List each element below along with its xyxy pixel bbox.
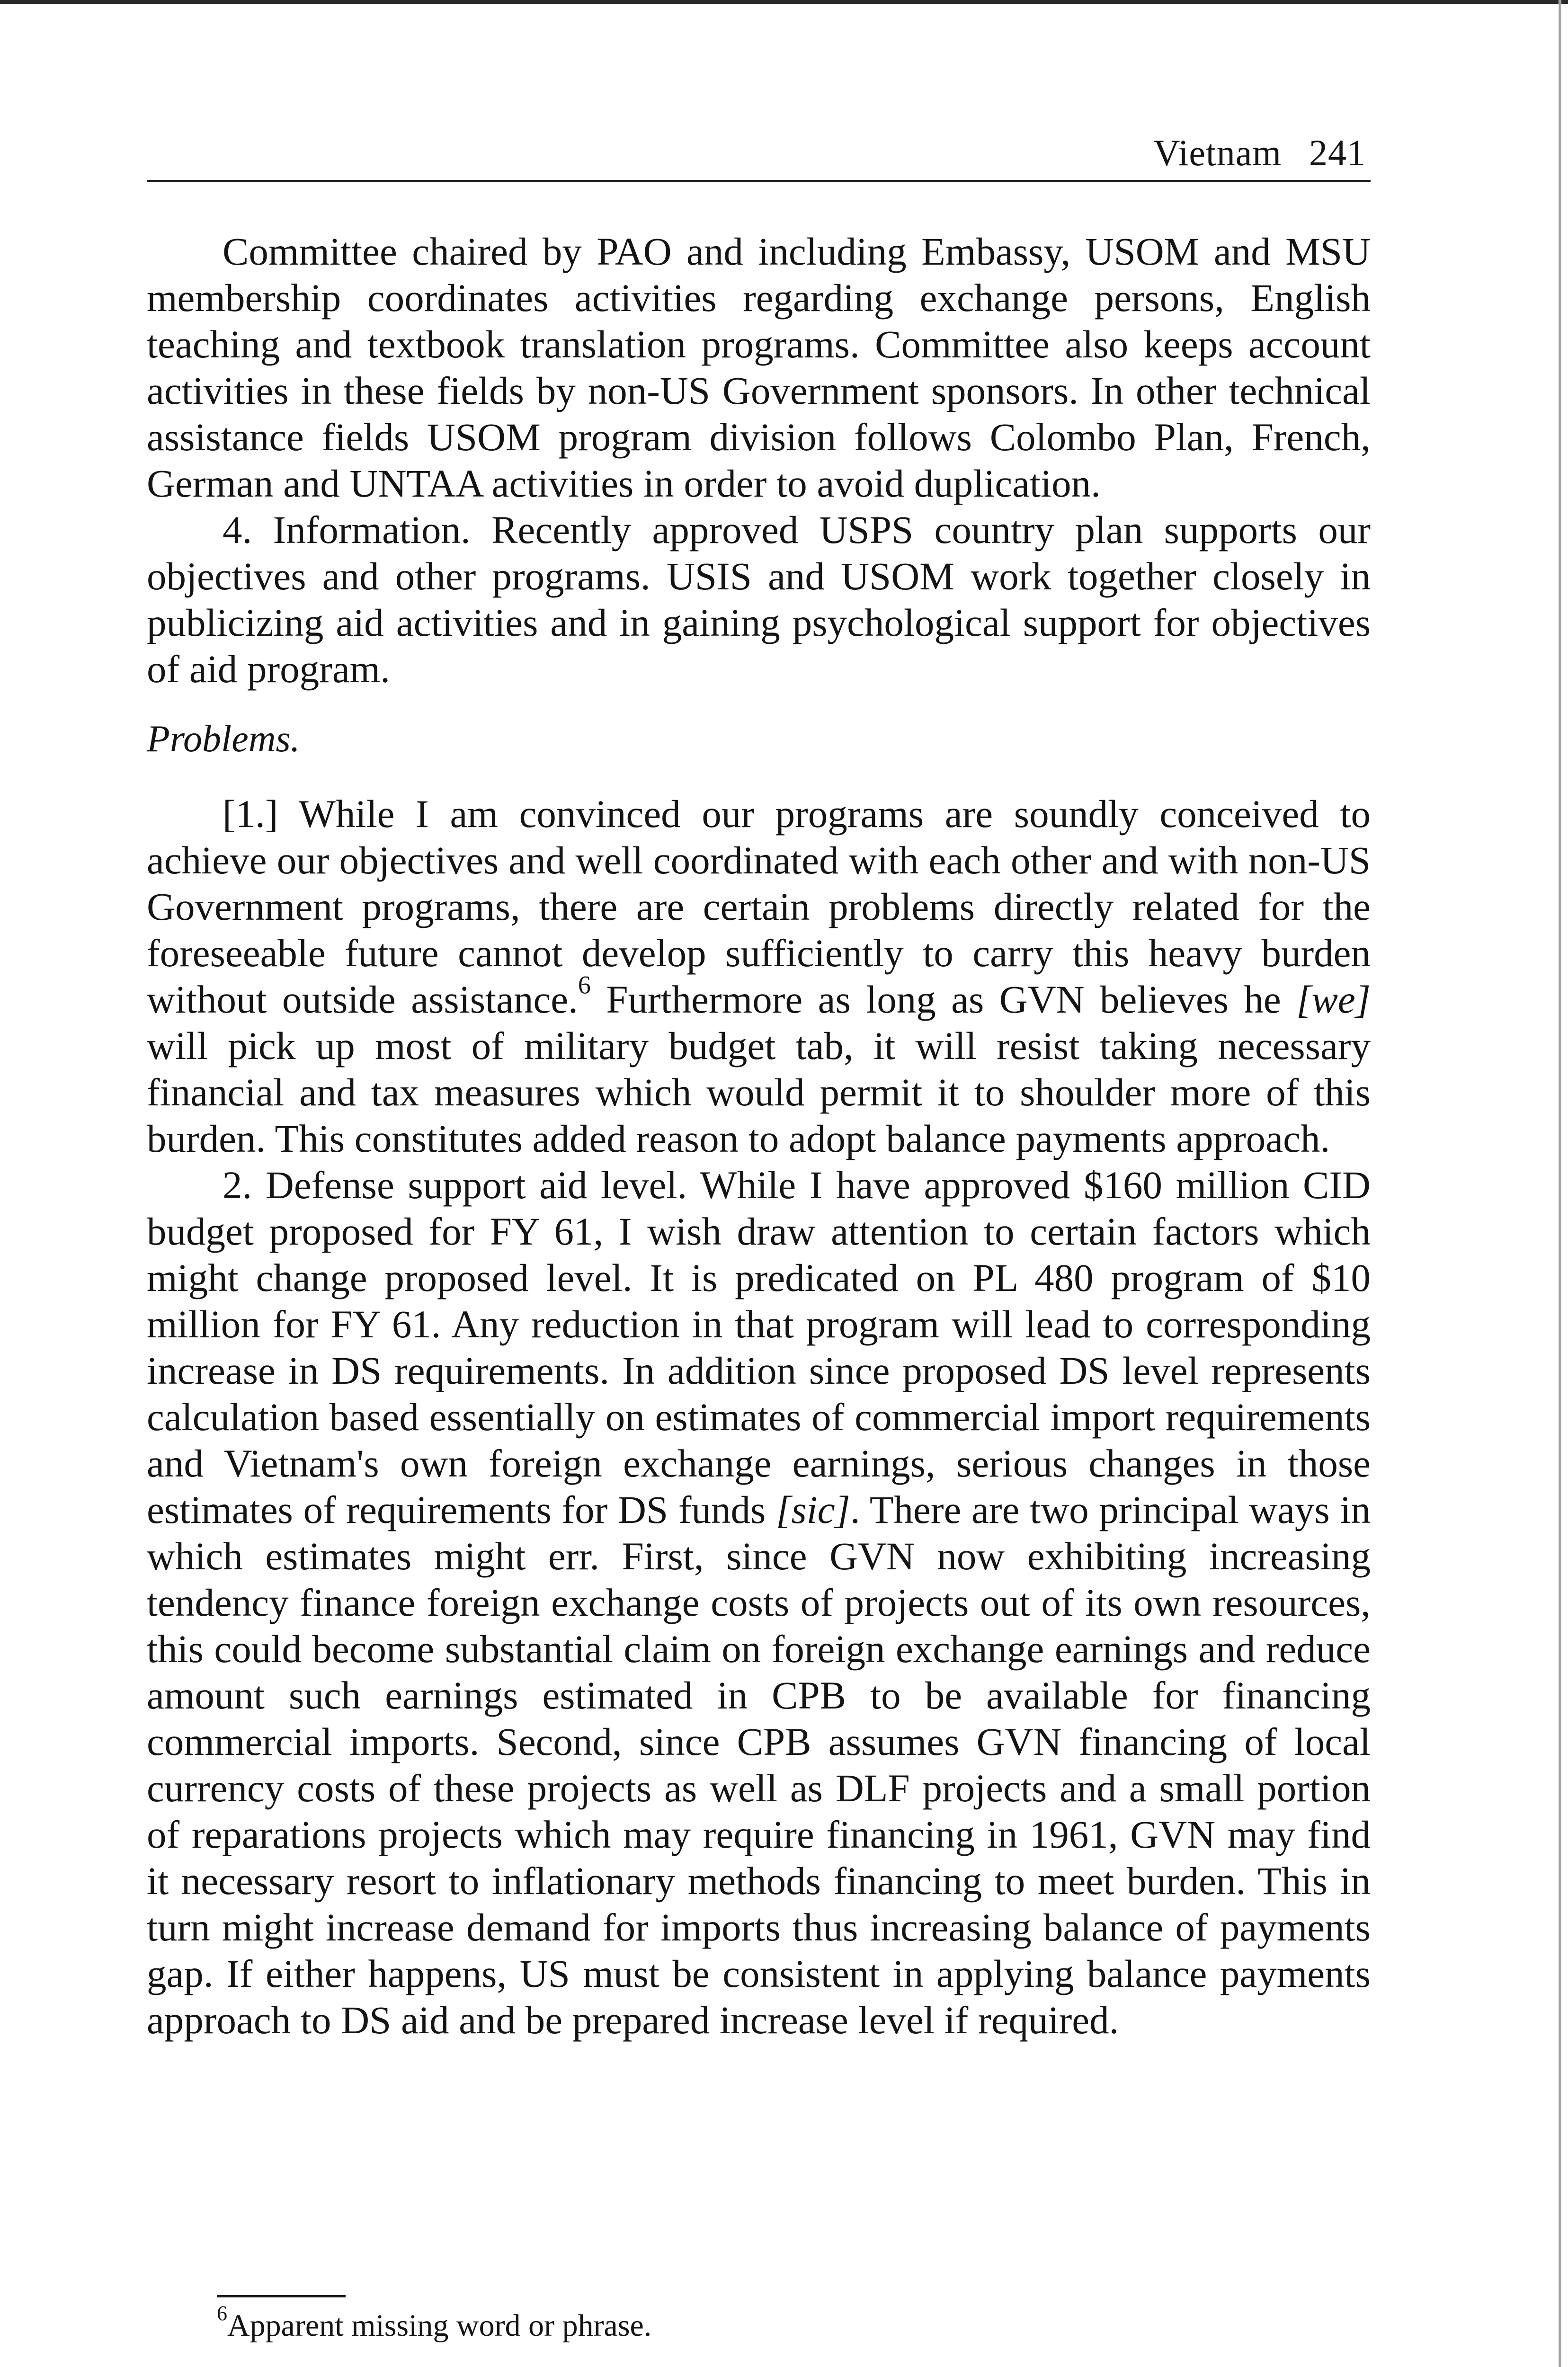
problem-one-text-1: [1.] While I am convinced our programs are soundly conceived to achieve our objectives and well coordinated with each other and with non-US Government programs, there are certain problems directly related for the foreseeable future cannot develop sufficiently to carry this heavy burden without outside assistance.: [147, 792, 1371, 1021]
running-head: [147, 128, 1371, 182]
defense-text-2: . There are two principal ways in which estimates might err. First, since GVN now exhibiting increasing tendency finance foreign exchange costs of projects out of its own resources, this could become substantial claim on foreign exchange earnings and reduce amount such earnings estimated in CPB to be available for financing commercial imports. Second, since CPB assumes GVN financing of local currency costs of these projects as well as DLF projects and a small portion of reparations projects which may require financing in 1961, GVN may find it necessary resort to inflationary methods financing to meet burden. This in turn might increase demand for imports thus increasing balance of payments gap. If either happens, US must be consistent in applying balance payments approach to DS aid and be prepared increase level if required.: [147, 1488, 1371, 2042]
document-body: [147, 228, 1371, 2043]
editorial-insert-we: [we]: [1296, 978, 1371, 1021]
running-head-text: [1153, 134, 1366, 171]
defense-text-1: 2. Defense support aid level. While I have approved $160 million CID budget proposed for FY 61, I wish draw attention to certain factors which might change proposed level. It is predicated on PL 480 program of $10 million for FY 61. Any reduction in that program will lead to corresponding increase in DS requirements. In addition since proposed DS level represents calculation based essentially on estimates of commercial import requirements and Vietnam's own foreign exchange earnings, serious changes in those estimates of requirements for DS funds: [147, 1163, 1371, 1531]
editorial-sic: [sic]: [776, 1488, 850, 1531]
footnote-rule: [217, 2295, 346, 2297]
footnote-reference: 6: [578, 970, 591, 999]
problem-one-text-3: will pick up most of military budget tab, it will resist taking necessary financial and tax measures which would permit it to shoulder more of this burden. This constitutes added reason to adopt balance payments approach.: [147, 1024, 1371, 1160]
paragraph-committee: Committee chaired by PAO and including Embassy, USOM and MSU membership coordinates activities regarding exchange persons, English teaching and textbook translation programs. Committee also keeps account activities in these fields by non-US Government sponsors. In other technical assistance fields USOM program division follows Colombo Plan, French, German and UNTAA activities in order to avoid duplication.: [147, 230, 1371, 505]
footnote: [217, 2302, 652, 2343]
problem-one-text-2: Furthermore as long as GVN believes he: [590, 978, 1297, 1021]
paragraph-defense-support: [147, 1162, 1371, 2043]
paragraph-problem-one: [147, 791, 1371, 1162]
page-number: 241: [1309, 132, 1366, 173]
footnote-marker: 6: [217, 2302, 227, 2325]
running-head-title: Vietnam: [1153, 132, 1282, 173]
section-heading-problems: Problems.: [147, 718, 300, 760]
page-top-border: [0, 0, 1568, 4]
footnote-text: Apparent missing word or phrase.: [227, 2308, 652, 2343]
paragraph-information: 4. Information. Recently approved USPS country plan supports our objectives and other programs. USIS and USOM work together closely in publicizing aid activities and in gaining psychological support for objectives of aid program.: [147, 508, 1371, 691]
page-binding-edge: [1559, 0, 1561, 2367]
